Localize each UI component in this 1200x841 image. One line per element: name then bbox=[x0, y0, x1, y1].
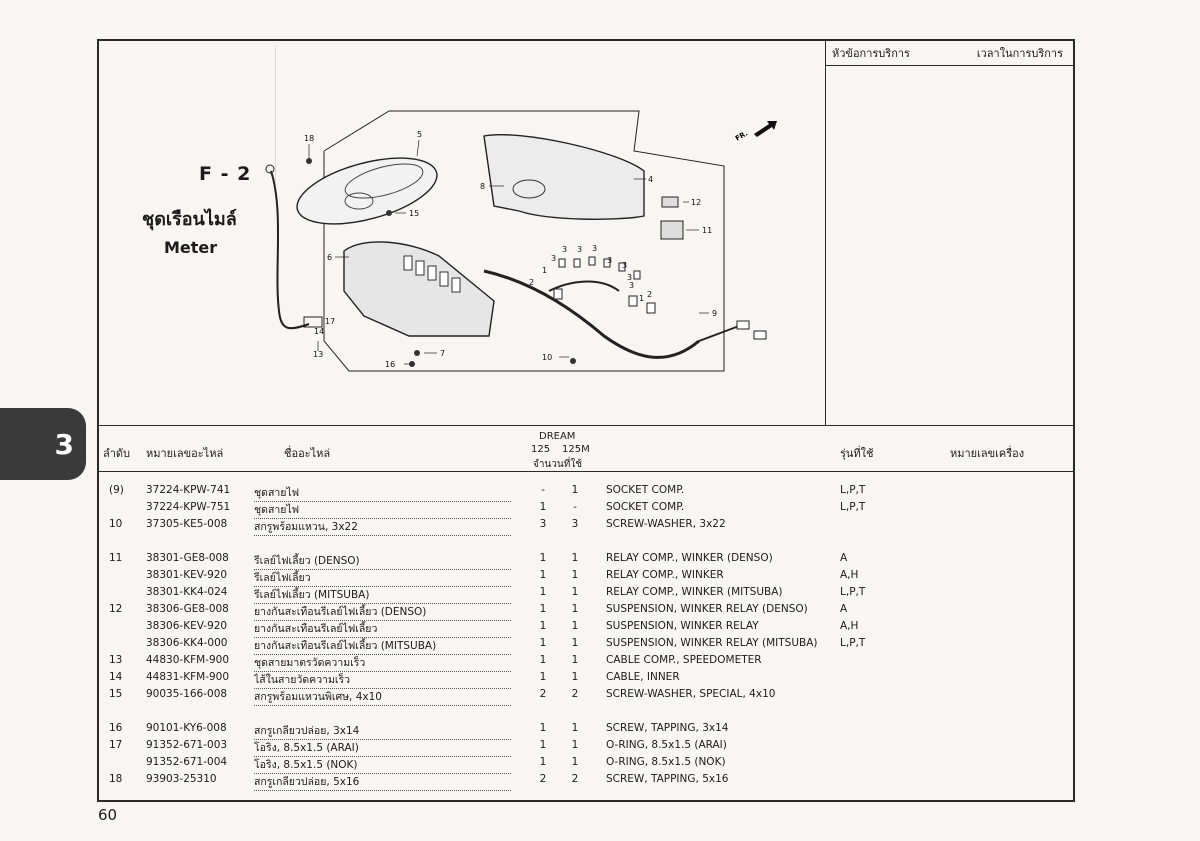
cell-part-no: 90035-166-008 bbox=[146, 688, 228, 700]
header-part-name: ชื่ออะไหล่ bbox=[284, 447, 331, 460]
cell-name-th: รีเลย์ไฟเลี้ยว (DENSO) bbox=[254, 552, 511, 570]
cell-q2: 2 bbox=[571, 773, 579, 785]
cell-q2: - bbox=[573, 501, 577, 513]
table-row bbox=[99, 773, 1073, 789]
callout-label: 8 bbox=[480, 182, 486, 191]
socket-wiring-harness bbox=[484, 271, 699, 357]
callout-label: 3 bbox=[577, 245, 583, 254]
table-row bbox=[99, 603, 1073, 619]
cell-name-en: CABLE, INNER bbox=[606, 671, 680, 683]
cell-q2: 1 bbox=[571, 620, 579, 632]
cell-name-en: SUSPENSION, WINKER RELAY (DENSO) bbox=[606, 603, 808, 615]
callout-label: 3 bbox=[562, 245, 568, 254]
cell-name-en: O-RING, 8.5x1.5 (NOK) bbox=[606, 756, 726, 768]
cell-q2: 2 bbox=[571, 688, 579, 700]
callout-label: 16 bbox=[385, 360, 396, 369]
cell-idx: 10 bbox=[109, 518, 123, 530]
cell-part-no: 91352-671-004 bbox=[146, 756, 228, 768]
table-row bbox=[99, 484, 1073, 500]
callout-label: 3 bbox=[622, 261, 628, 270]
table-row bbox=[99, 569, 1073, 585]
chapter-tab-number: 3 bbox=[54, 427, 74, 461]
cell-q2: 3 bbox=[571, 518, 579, 530]
cell-name-th: ยางกันสะเทือนรีเลย์ไฟเลี้ยว bbox=[254, 620, 511, 638]
cell-name-en: SUSPENSION, WINKER RELAY (MITSUBA) bbox=[606, 637, 818, 649]
cell-name-th: สกรูพร้อมแหวนพิเศษ, 4x10 bbox=[254, 688, 511, 706]
cell-q1: - bbox=[541, 484, 545, 496]
table-row bbox=[99, 518, 1073, 534]
callout-label: 3 bbox=[607, 256, 613, 265]
table-row bbox=[99, 654, 1073, 670]
chapter-tab bbox=[0, 408, 86, 480]
table-row bbox=[99, 620, 1073, 636]
cell-models: L,P,T bbox=[840, 586, 866, 598]
cell-q2: 1 bbox=[571, 603, 579, 615]
cell-q1: 1 bbox=[539, 501, 547, 513]
cell-name-en: RELAY COMP., WINKER (DENSO) bbox=[606, 552, 773, 564]
cell-q2: 1 bbox=[571, 552, 579, 564]
cell-models: A bbox=[840, 552, 848, 564]
callout-label: 11 bbox=[702, 226, 713, 235]
cell-name-en: RELAY COMP., WINKER bbox=[606, 569, 724, 581]
cell-name-en: SOCKET COMP. bbox=[606, 484, 685, 496]
service-time-label: เวลาในการบริการ bbox=[976, 47, 1063, 60]
header-col-125m: 125M bbox=[562, 444, 590, 455]
cell-name-th: ชุดสายไฟ bbox=[254, 484, 511, 502]
cell-q1: 1 bbox=[539, 603, 547, 615]
cell-name-en: CABLE COMP., SPEEDOMETER bbox=[606, 654, 762, 666]
parts-table-header bbox=[99, 426, 1073, 472]
cell-part-no: 37224-KPW-741 bbox=[146, 484, 231, 496]
table-row bbox=[99, 688, 1073, 704]
header-models: รุ่นที่ใช้ bbox=[840, 447, 874, 460]
cell-q1: 1 bbox=[539, 739, 547, 751]
cell-idx: 15 bbox=[109, 688, 123, 700]
parts-page-frame bbox=[97, 39, 1075, 802]
front-direction-label: FR. bbox=[734, 129, 750, 143]
cell-part-no: 38301-KK4-024 bbox=[146, 586, 228, 598]
cell-q1: 2 bbox=[539, 688, 547, 700]
cell-name-th: ชุดสายไฟ bbox=[254, 501, 511, 519]
header-index: ลำดับ bbox=[103, 447, 131, 460]
cell-models: A,H bbox=[840, 620, 859, 632]
cell-name-th: โอริง, 8.5x1.5 (NOK) bbox=[254, 756, 511, 774]
callout-label: 13 bbox=[313, 350, 324, 359]
cell-q1: 1 bbox=[539, 552, 547, 564]
callout-label: 3 bbox=[592, 244, 598, 253]
page-number: 60 bbox=[98, 806, 118, 824]
cell-q1: 1 bbox=[539, 637, 547, 649]
front-direction-arrow-icon bbox=[754, 121, 777, 137]
cell-part-no: 38301-GE8-008 bbox=[146, 552, 229, 564]
callout-label: 17 bbox=[325, 317, 336, 326]
cell-q1: 1 bbox=[539, 756, 547, 768]
cell-idx: 11 bbox=[109, 552, 123, 564]
cell-models: A,H bbox=[840, 569, 859, 581]
cell-part-no: 37305-KE5-008 bbox=[146, 518, 228, 530]
callout-label: 6 bbox=[327, 253, 333, 262]
callout-label: 2 bbox=[647, 290, 653, 299]
cell-models: L,P,T bbox=[840, 501, 866, 513]
callout-label: 1 bbox=[639, 294, 645, 303]
callout-label: 4 bbox=[648, 175, 654, 184]
cell-q2: 1 bbox=[571, 637, 579, 649]
cell-idx: 18 bbox=[109, 773, 123, 785]
callout-label: 15 bbox=[409, 209, 420, 218]
header-quantity: จำนวนที่ใช้ bbox=[533, 459, 583, 470]
section-title-english: Meter bbox=[164, 238, 218, 257]
cell-name-th: รีเลย์ไฟเลี้ยว bbox=[254, 569, 511, 587]
table-row bbox=[99, 586, 1073, 602]
cell-name-th: โอริง, 8.5x1.5 (ARAI) bbox=[254, 739, 511, 757]
cell-part-no: 38301-KEV-920 bbox=[146, 569, 228, 581]
cell-part-no: 38306-GE8-008 bbox=[146, 603, 229, 615]
section-code: F - 2 bbox=[199, 163, 252, 185]
cell-q1: 1 bbox=[539, 671, 547, 683]
callout-label: 14 bbox=[314, 327, 325, 336]
callout-label: 12 bbox=[691, 198, 702, 207]
table-row bbox=[99, 552, 1073, 568]
cell-q2: 1 bbox=[571, 569, 579, 581]
cell-name-en: SCREW-WASHER, 3x22 bbox=[606, 518, 726, 530]
callout-label: 9 bbox=[712, 309, 718, 318]
cable-end-icon bbox=[266, 165, 274, 173]
cell-idx: 16 bbox=[109, 722, 123, 734]
meter-face-part bbox=[290, 145, 444, 236]
cell-idx: 12 bbox=[109, 603, 123, 615]
cell-q2: 1 bbox=[571, 671, 579, 683]
cell-name-en: SCREW, TAPPING, 3x14 bbox=[606, 722, 729, 734]
cell-name-en: O-RING, 8.5x1.5 (ARAI) bbox=[606, 739, 727, 751]
table-row bbox=[99, 671, 1073, 687]
service-header bbox=[826, 41, 1073, 66]
cell-idx: 17 bbox=[109, 739, 123, 751]
cell-models: L,P,T bbox=[840, 637, 866, 649]
meter-exploded-drawing bbox=[99, 41, 826, 426]
callout-label: 18 bbox=[304, 134, 315, 143]
cell-q1: 1 bbox=[539, 569, 547, 581]
table-row bbox=[99, 756, 1073, 772]
cell-q2: 1 bbox=[571, 756, 579, 768]
header-model-group: DREAM bbox=[539, 431, 576, 442]
exploded-diagram-panel bbox=[99, 41, 826, 426]
callout-label: 7 bbox=[440, 349, 446, 358]
cell-name-th: สกรูเกลียวปล่อย, 5x16 bbox=[254, 773, 511, 791]
cell-name-th: ไส้ในสายวัดความเร็ว bbox=[254, 671, 511, 689]
cell-q2: 1 bbox=[571, 484, 579, 496]
cell-q2: 1 bbox=[571, 654, 579, 666]
callout-label: 5 bbox=[417, 130, 423, 139]
cell-part-no: 44830-KFM-900 bbox=[146, 654, 230, 666]
cell-part-no: 90101-KY6-008 bbox=[146, 722, 227, 734]
table-row bbox=[99, 739, 1073, 755]
header-engine-number: หมายเลขเครื่อง bbox=[950, 447, 1025, 460]
table-row bbox=[99, 722, 1073, 738]
cell-name-th: ชุดสายมาตรวัดความเร็ว bbox=[254, 654, 511, 672]
service-topic-label: หัวข้อการบริการ bbox=[832, 47, 910, 60]
cell-name-en: SCREW-WASHER, SPECIAL, 4x10 bbox=[606, 688, 776, 700]
cell-q2: 1 bbox=[571, 586, 579, 598]
cell-part-no: 93903-25310 bbox=[146, 773, 217, 785]
cell-q1: 1 bbox=[539, 620, 547, 632]
table-row bbox=[99, 637, 1073, 653]
cell-name-en: SUSPENSION, WINKER RELAY bbox=[606, 620, 759, 632]
cell-q1: 1 bbox=[539, 654, 547, 666]
cell-q2: 1 bbox=[571, 722, 579, 734]
cell-name-en: SCREW, TAPPING, 5x16 bbox=[606, 773, 729, 785]
section-title-thai: ชุดเรือนไมล์ bbox=[142, 209, 237, 230]
cell-part-no: 44831-KFM-900 bbox=[146, 671, 230, 683]
cell-name-th: ยางกันสะเทือนรีเลย์ไฟเลี้ยว (MITSUBA) bbox=[254, 637, 511, 655]
cell-part-no: 37224-KPW-751 bbox=[146, 501, 231, 513]
cell-name-th: สกรูเกลียวปล่อย, 3x14 bbox=[254, 722, 511, 740]
table-row bbox=[99, 501, 1073, 517]
cell-name-th: สกรูพร้อมแหวน, 3x22 bbox=[254, 518, 511, 536]
cell-name-th: รีเลย์ไฟเลี้ยว (MITSUBA) bbox=[254, 586, 511, 604]
callout-label: 2 bbox=[529, 278, 535, 287]
callout-label: 1 bbox=[542, 266, 548, 275]
cell-q1: 1 bbox=[539, 586, 547, 598]
relay-suspension-part bbox=[662, 197, 678, 207]
meter-case-part bbox=[344, 242, 494, 336]
cell-idx: 14 bbox=[109, 671, 123, 683]
callout-label: 3 bbox=[551, 254, 557, 263]
winker-relay-part bbox=[661, 221, 683, 239]
cell-name-en: SOCKET COMP. bbox=[606, 501, 685, 513]
cell-q1: 1 bbox=[539, 722, 547, 734]
cell-idx: (9) bbox=[109, 484, 124, 496]
cell-name-th: ยางกันสะเทือนรีเลย์ไฟเลี้ยว (DENSO) bbox=[254, 603, 511, 621]
cell-part-no: 38306-KK4-000 bbox=[146, 637, 228, 649]
cell-part-no: 91352-671-003 bbox=[146, 739, 228, 751]
cell-q2: 1 bbox=[571, 739, 579, 751]
service-info-panel bbox=[826, 41, 1073, 426]
callout-label: 3 bbox=[627, 273, 633, 282]
header-col-125: 125 bbox=[531, 444, 551, 455]
callout-label: 10 bbox=[542, 353, 553, 362]
cell-q1: 3 bbox=[539, 518, 547, 530]
header-part-number: หมายเลขอะไหล่ bbox=[146, 447, 224, 460]
cell-idx: 13 bbox=[109, 654, 123, 666]
cell-part-no: 38306-KEV-920 bbox=[146, 620, 228, 632]
callout-label: 3 bbox=[629, 281, 635, 290]
cell-models: L,P,T bbox=[840, 484, 866, 496]
cell-name-en: RELAY COMP., WINKER (MITSUBA) bbox=[606, 586, 783, 598]
cell-q1: 2 bbox=[539, 773, 547, 785]
cell-models: A bbox=[840, 603, 848, 615]
meter-lens-part bbox=[484, 135, 644, 220]
